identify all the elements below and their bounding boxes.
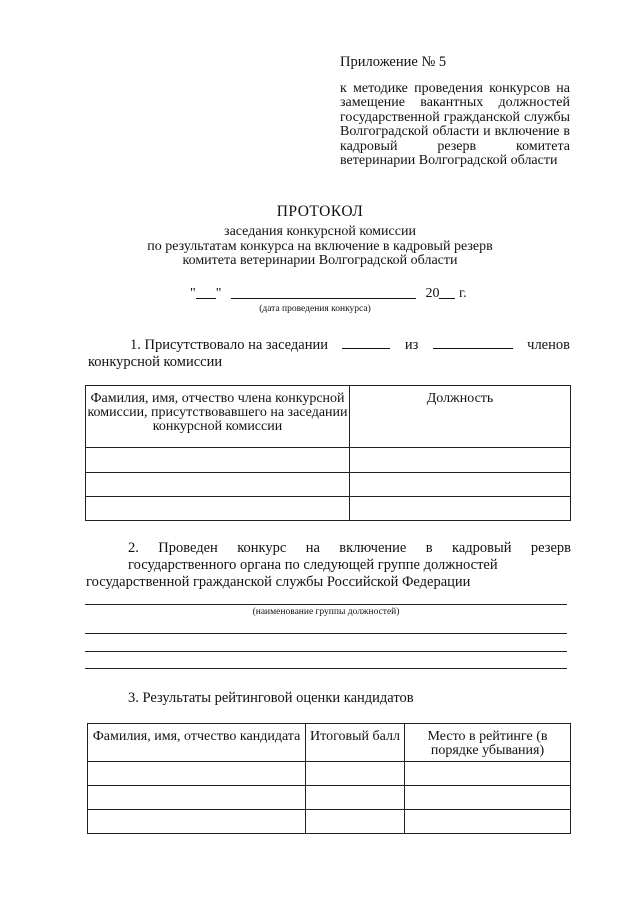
section-1-from: из — [404, 337, 419, 353]
section-1-members: членов — [527, 337, 570, 353]
table-row — [86, 497, 571, 521]
protocol-title: ПРОТОКОЛ — [276, 203, 364, 220]
date-caption: (дата проведения конкурса) — [259, 304, 371, 314]
section-1-line-1 — [88, 336, 570, 354]
table-header-row — [88, 724, 571, 762]
section-1-text — [88, 336, 570, 371]
annex-text: к методике проведения конкурсов на замещение вакантных должностей государственной гражданской службы Волгоградской области и включение в кадровый резерв комитета ветеринарии Волгоградской области — [340, 80, 570, 168]
header-total-score: Итоговый балл — [306, 724, 405, 762]
table-header-row — [86, 386, 571, 448]
section-2-text — [86, 540, 571, 591]
subtitle-line-1: заседания конкурсной комиссии — [224, 224, 416, 239]
header-member-name: Фамилия, имя, отчество члена конкурсной комиссии, присутствовавшего на заседании конкурсной комиссии — [86, 386, 350, 448]
section-2-last: государственной гражданской службы Российской Федерации — [86, 574, 471, 590]
section-2-lead: 2. Проведен конкурс на включение в кадровый резерв государственного органа по следующей группе должностей — [128, 540, 571, 573]
protocol-subtitle — [0, 225, 640, 269]
quote-close: " — [215, 286, 222, 301]
present-count-blank — [342, 336, 390, 349]
annex-block — [340, 55, 570, 169]
annex-title: Приложение № 5 — [340, 54, 447, 70]
total-count-blank — [433, 336, 513, 349]
header-candidate-name: Фамилия, имя, отчество кандидата — [88, 724, 306, 762]
table-row — [86, 448, 571, 473]
month-blank — [231, 285, 416, 299]
table-row — [88, 810, 571, 834]
year-blank — [439, 285, 455, 299]
subtitle-line-2: по результатам конкурса на включение в кадровый резерв — [147, 238, 493, 254]
table-row — [86, 473, 571, 497]
date-line — [190, 285, 467, 302]
table-row — [88, 786, 571, 810]
day-blank — [196, 285, 216, 299]
blank-line — [85, 651, 567, 652]
header-rank: Место в рейтинге (в порядке убывания) — [405, 724, 571, 762]
blank-line — [85, 668, 567, 669]
blank-line — [85, 633, 567, 634]
quote-open: " — [190, 286, 196, 301]
position-group-caption: (наименование группы должностей) — [252, 607, 400, 617]
header-position: Должность — [350, 386, 571, 448]
section-1-line-2: конкурсной комиссии — [88, 354, 223, 370]
year-prefix: 20 — [425, 286, 440, 301]
table-row — [88, 762, 571, 786]
year-suffix: г. — [458, 286, 467, 301]
subtitle-line-3: комитета ветеринарии Волгоградской области — [182, 253, 458, 268]
position-group-line — [85, 604, 567, 605]
section-3-heading: 3. Результаты рейтинговой оценки кандидатов — [128, 690, 414, 706]
commission-members-table — [85, 385, 571, 521]
rating-results-table — [87, 723, 571, 834]
section-1-start: 1. Присутствовало на заседании — [130, 337, 329, 353]
